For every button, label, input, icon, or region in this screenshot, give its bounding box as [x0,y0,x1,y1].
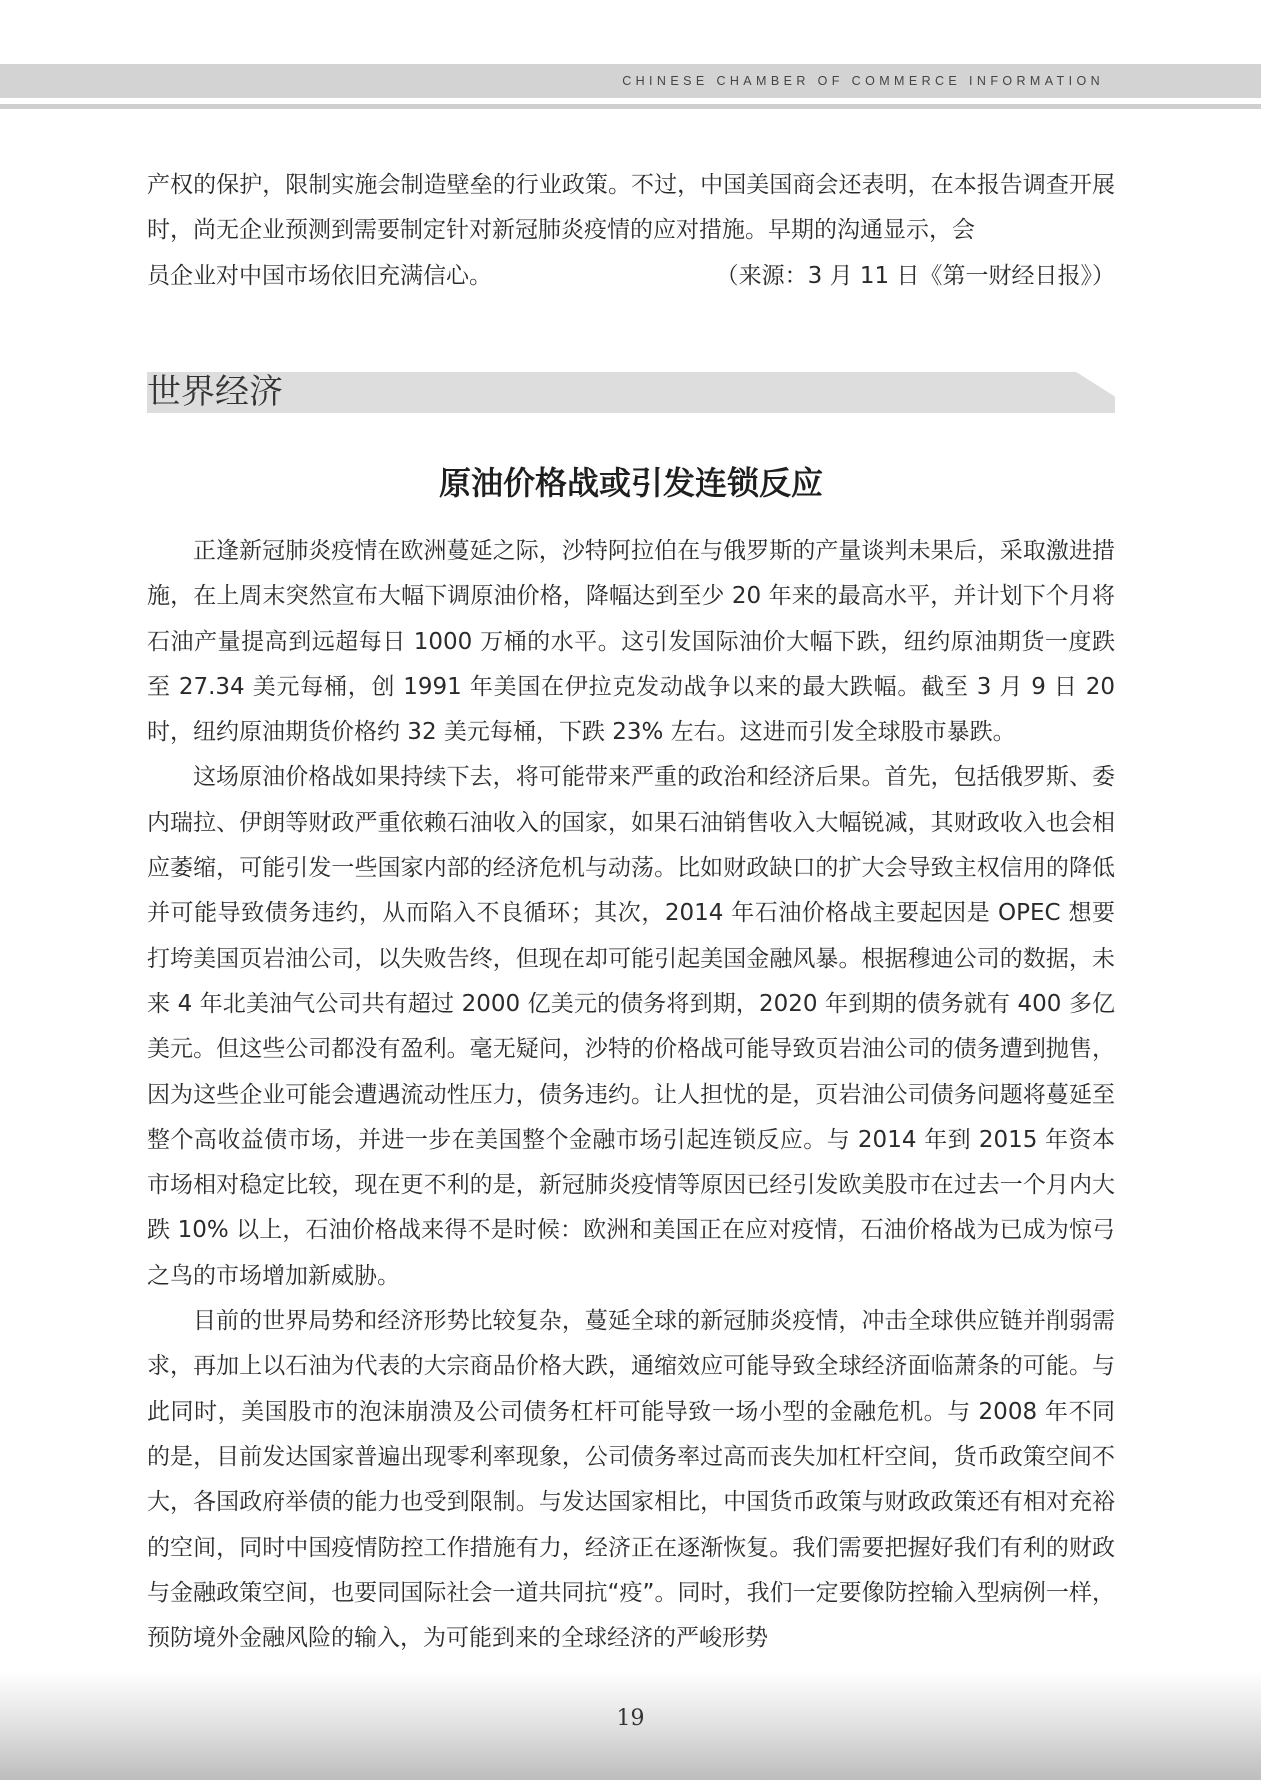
publication-name: CHINESE CHAMBER OF COMMERCE INFORMATION [622,74,1104,88]
page-number: 19 [616,1706,645,1731]
section-title: 世界经济 [147,372,283,412]
header-rule [0,104,1261,109]
source-citation: （来源：3 月 11 日《第一财经日报》） [715,262,1115,289]
intro-last-line: 员企业对中国市场依旧充满信心。 [147,262,492,289]
article-paragraph: 正逢新冠肺炎疫情在欧洲蔓延之际，沙特阿拉伯在与俄罗斯的产量谈判未果后，采取激进措施，在上周末突然宣布大幅下调原油价格，降幅达到至少 20 年来的最高水平，并计划下个月将石油产量提高到远超每日 1000 万桶的水平。这引发国际油价大幅下跌，纽约原油期货一度跌至 27.34 美元每桶，创 1991 年美国在伊拉克发动战争以来的最大跌幅。截至 3 月 9 日 20 时，纽约原油期货价格约 32 美元每桶，下跌 23% 左右。这进而引发全球股市暴跌。 [147,538,1115,746]
article-title: 原油价格战或引发连锁反应 [438,464,823,502]
article-paragraph: 这场原油价格战如果持续下去，将可能带来严重的政治和经济后果。首先，包括俄罗斯、委内瑞拉、伊朗等财政严重依赖石油收入的国家，如果石油销售收入大幅锐减，其财政收入也会相应萎缩，可能引发一些国家内部的经济危机与动荡。比如财政缺口的扩大会导致主权信用的降低并可能导致债务违约，从而陷入不良循环；其次，2014 年石油价格战主要起因是 OPEC 想要打垮美国页岩油公司，以失败告终，但现在却可能引起美国金融风暴。根据穆迪公司的数据，未来 4 年北美油气公司共有超过 2000 亿美元的债务将到期，2020 年到期的债务就有 400 多亿美元。但这些公司都没有盈利。毫无疑问，沙特的价格战可能导致页岩油公司的债务遭到抛售，因为这些企业可能会遭遇流动性压力，债务违约。让人担忧的是，页岩油公司债务问题将蔓延至整个高收益债市场，并进一步在美国整个金融市场引起连锁反应。与 2014 年到 2015 年资本市场相对稳定比较，现在更不利的是，新冠肺炎疫情等原因已经引发欧美股市在过去一个月内大跌 10% 以上，石油价格战来得不是时候：欧洲和美国正在应对疫情，石油价格战为已成为惊弓之鸟的市场增加新威胁。 [147,764,1115,1289]
section-header-bar [147,372,1115,413]
article-paragraph: 目前的世界局势和经济形势比较复杂，蔓延全球的新冠肺炎疫情，冲击全球供应链并削弱需求，再加上以石油为代表的大宗商品价格大跌，通缩效应可能导致全球经济面临萧条的可能。与此同时，美国股市的泡沫崩溃及公司债务杠杆可能导致一场小型的金融危机。与 2008 年不同的是，目前发达国家普遍出现零利率现象，公司债务率过高而丧失加杠杆空间，货币政策空间不大，各国政府举债的能力也受到限制。与发达国家相比，中国货币政策与财政政策还有相对充裕的空间，同时中国疫情防控工作措施有力，经济正在逐渐恢复。我们需要把握好我们有利的财政与金融政策空间，也要同国际社会一道共同抗“疫”。同时，我们一定要像防控输入型病例一样，预防境外金融风险的输入，为可能到来的全球经济的严峻形势 [147,1308,1115,1652]
intro-text: 产权的保护，限制实施会制造壁垒的行业政策。不过，中国美国商会还表明，在本报告调查开展时，尚无企业预测到需要制定针对新冠肺炎疫情的应对措施。早期的沟通显示，会 [147,172,1115,244]
intro-tail-line [147,254,1115,299]
intro-paragraph [147,163,1115,299]
article-body [147,529,1115,1661]
